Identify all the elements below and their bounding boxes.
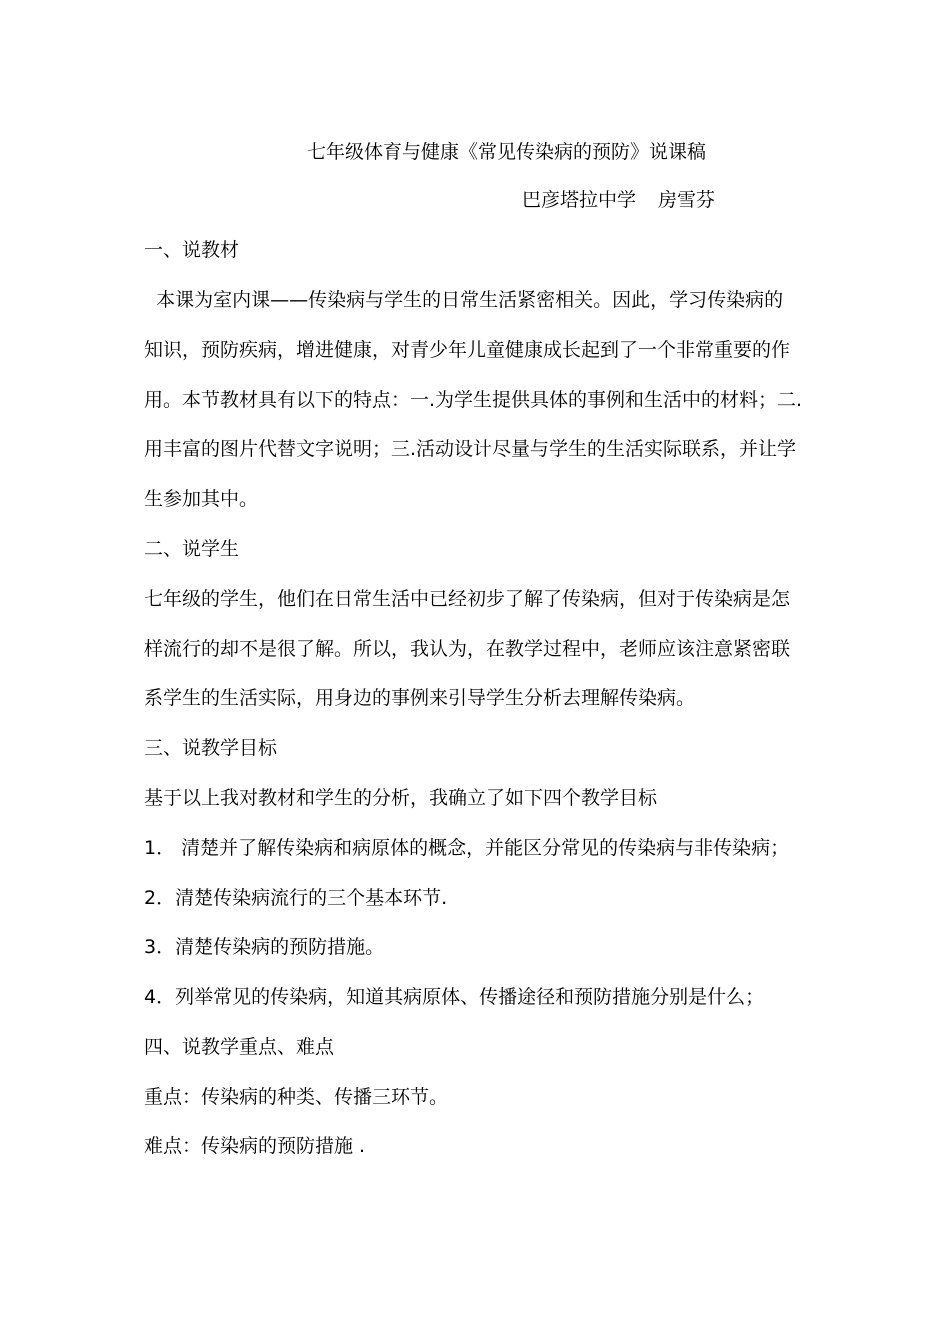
goals-intro: 基于以上我对教材和学生的分析，我确立了如下四个教学目标 bbox=[144, 787, 658, 809]
section-heading-teaching-goals: 三、说教学目标 bbox=[144, 737, 278, 759]
author-name: 房雪芬 bbox=[658, 189, 716, 211]
goal-item: 4．列举常见的传染病，知道其病原体、传播途径和预防措施分别是什么； bbox=[144, 986, 765, 1008]
paragraph-line: 样流行的却不是很了解。所以，我认为，在教学过程中，老师应该注意紧密联 bbox=[144, 638, 791, 660]
difficulty-point: 难点：传染病的预防措施 . bbox=[144, 1135, 366, 1157]
goal-item: 2．清楚传染病流行的三个基本环节. bbox=[144, 887, 448, 909]
section-heading-key-points: 四、说教学重点、难点 bbox=[144, 1036, 335, 1058]
author-line bbox=[522, 188, 715, 212]
paragraph-line: 用。本节教材具有以下的特点：一.为学生提供具体的事例和生活中的材料；二. bbox=[144, 389, 803, 411]
goal-item: 3．清楚传染病的预防措施。 bbox=[144, 936, 385, 958]
author-school: 巴彦塔拉中学 bbox=[522, 189, 637, 211]
section-heading-teaching-material: 一、说教材 bbox=[144, 239, 240, 261]
paragraph-line: 生参加其中。 bbox=[144, 488, 259, 510]
paragraph-line: 用丰富的图片代替文字说明；三.活动设计尽量与学生的生活实际联系，并让学 bbox=[144, 438, 797, 460]
key-point: 重点：传染病的种类、传播三环节。 bbox=[144, 1086, 449, 1108]
paragraph-line: 本课为室内课——传染病与学生的日常生活紧密相关。因此，学习传染病的 bbox=[144, 289, 784, 311]
paragraph-line: 系学生的生活实际，用身边的事例来引导学生分析去理解传染病。 bbox=[144, 687, 696, 709]
paragraph-line: 知识，预防疾病，增进健康，对青少年儿童健康成长起到了一个非常重要的作 bbox=[144, 339, 791, 361]
section-heading-students: 二、说学生 bbox=[144, 538, 240, 560]
goal-item: 1． 清楚并了解传染病和病原体的概念，并能区分常见的传染病与非传染病； bbox=[144, 837, 790, 859]
document-title: 七年级体育与健康《常见传染病的预防》说课稿 bbox=[307, 141, 707, 163]
paragraph-line: 七年级的学生，他们在日常生活中已经初步了解了传染病，但对于传染病是怎 bbox=[144, 588, 791, 610]
